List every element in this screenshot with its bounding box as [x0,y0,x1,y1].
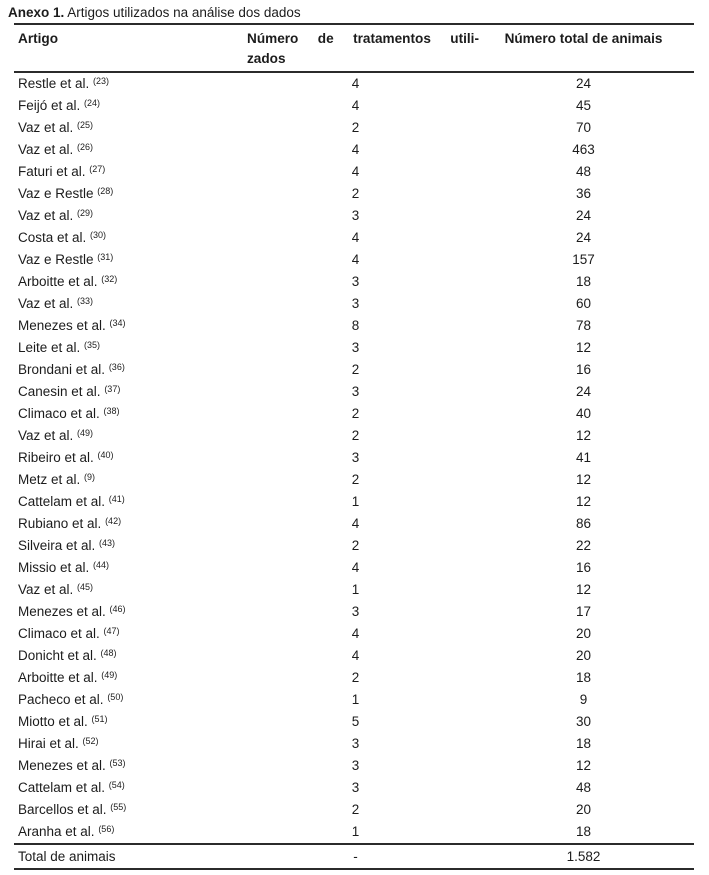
cell-artigo [14,293,246,315]
cell-animais: 9 [579,692,588,707]
cell-tratamentos: 3 [351,758,360,773]
artigo-name: Costa et al. [18,230,91,245]
table-row [14,777,694,799]
table-row [14,95,694,117]
cell-animais: 70 [575,120,592,135]
cell-animais: 12 [575,494,592,509]
cell-animais: 24 [575,230,592,245]
cell-tratamentos: 4 [351,516,360,531]
cell-animais: 24 [575,76,592,91]
cell-tratamentos: 3 [351,340,360,355]
table-row [14,623,694,645]
total-row [14,844,694,869]
cell-tratamentos: 3 [351,274,360,289]
artigo-reference-superscript: (50) [107,692,124,702]
artigo-name: Vaz et al. [18,120,78,135]
artigo-name: Vaz et al. [18,296,78,311]
caption-text: Artigos utilizados na análise dos dados [64,5,301,20]
header-tratamentos [246,24,480,72]
artigo-name: Rubiano et al. [18,516,106,531]
cell-tratamentos: 3 [351,450,360,465]
table-row [14,491,694,513]
cell-tratamentos: 2 [351,186,360,201]
cell-tratamentos: 2 [351,802,360,817]
cell-artigo [14,711,246,733]
artigo-reference-superscript: (33) [77,296,94,306]
cell-artigo [14,359,246,381]
artigo-reference-superscript: (56) [98,824,115,834]
table-row [14,139,694,161]
table-row [14,403,694,425]
artigo-reference-superscript: (24) [84,98,101,108]
artigo-reference-superscript: (51) [91,714,108,724]
cell-animais: 12 [575,428,592,443]
cell-tratamentos: 4 [351,230,360,245]
cell-animais: 17 [575,604,592,619]
table-body [14,72,694,844]
table-row [14,205,694,227]
total-tratamentos: - [246,844,480,869]
table-row [14,315,694,337]
cell-artigo [14,755,246,777]
artigo-name: Leite et al. [18,340,85,355]
header-tratamentos-line1: Número de tratamentos utili- [247,31,479,46]
table-row [14,183,694,205]
artigo-name: Miotto et al. [18,714,92,729]
cell-animais: 20 [575,626,592,641]
cell-animais: 12 [575,472,592,487]
table-row [14,799,694,821]
artigo-reference-superscript: (40) [97,450,114,460]
artigo-name: Feijó et al. [18,98,85,113]
header-row [14,24,694,72]
cell-animais: 45 [575,98,592,113]
cell-animais: 24 [575,384,592,399]
artigo-reference-superscript: (29) [77,208,94,218]
artigo-reference-superscript: (37) [104,384,121,394]
artigo-reference-superscript: (48) [100,648,117,658]
artigo-name: Donicht et al. [18,648,101,663]
table-row [14,469,694,491]
cell-animais: 41 [575,450,592,465]
cell-animais: 40 [575,406,592,421]
cell-artigo [14,139,246,161]
table-row [14,557,694,579]
cell-tratamentos: 4 [351,142,360,157]
table-row [14,755,694,777]
cell-artigo [14,623,246,645]
cell-artigo [14,271,246,293]
cell-animais: 18 [575,824,592,839]
cell-artigo [14,403,246,425]
cell-animais: 12 [575,340,592,355]
cell-tratamentos: 2 [351,120,360,135]
cell-artigo [14,645,246,667]
artigo-reference-superscript: (25) [77,120,94,130]
artigo-name: Brondani et al. [18,362,109,377]
cell-artigo [14,425,246,447]
cell-artigo [14,535,246,557]
caption-label: Anexo 1. [8,5,65,20]
artigo-name: Vaz et al. [18,428,78,443]
cell-animais: 18 [575,670,592,685]
cell-animais: 20 [575,802,592,817]
cell-artigo [14,821,246,844]
table-row [14,535,694,557]
artigo-reference-superscript: (46) [109,604,126,614]
cell-tratamentos: 2 [351,670,360,685]
artigo-name: Menezes et al. [18,604,110,619]
cell-artigo [14,95,246,117]
total-label: Total de animais [14,844,246,869]
cell-artigo [14,733,246,755]
cell-tratamentos: 2 [351,362,360,377]
table-row [14,381,694,403]
cell-animais: 86 [575,516,592,531]
cell-animais: 36 [575,186,592,201]
artigo-reference-superscript: (36) [108,362,125,372]
artigo-name: Vaz et al. [18,142,78,157]
artigo-reference-superscript: (38) [103,406,120,416]
artigo-reference-superscript: (27) [89,164,106,174]
cell-tratamentos: 4 [351,98,360,113]
artigo-reference-superscript: (31) [97,252,114,262]
artigo-name: Menezes et al. [18,318,110,333]
cell-tratamentos: 3 [351,736,360,751]
cell-artigo [14,381,246,403]
table-row [14,513,694,535]
cell-artigo [14,117,246,139]
cell-artigo [14,689,246,711]
cell-artigo [14,447,246,469]
artigo-name: Silveira et al. [18,538,100,553]
artigo-name: Aranha et al. [18,824,99,839]
cell-tratamentos: 4 [351,76,360,91]
cell-animais: 16 [575,560,592,575]
artigo-name: Climaco et al. [18,626,104,641]
cell-animais: 60 [575,296,592,311]
table-row [14,227,694,249]
artigo-reference-superscript: (35) [84,340,101,350]
cell-artigo [14,227,246,249]
cell-animais: 24 [575,208,592,223]
artigo-name: Ribeiro et al. [18,450,98,465]
cell-animais: 48 [575,164,592,179]
cell-artigo [14,513,246,535]
artigo-name: Restle et al. [18,76,94,91]
artigo-reference-superscript: (23) [93,76,110,86]
cell-artigo [14,315,246,337]
table-row [14,447,694,469]
cell-tratamentos: 8 [351,318,360,333]
cell-tratamentos: 4 [351,626,360,641]
cell-tratamentos: 1 [351,824,360,839]
artigo-reference-superscript: (52) [82,736,99,746]
artigo-name: Arboitte et al. [18,670,102,685]
cell-artigo [14,337,246,359]
articles-table [14,23,694,870]
table-row [14,689,694,711]
artigo-name: Cattelam et al. [18,494,109,509]
cell-artigo [14,579,246,601]
artigo-reference-superscript: (53) [109,758,126,768]
artigo-name: Metz et al. [18,472,85,487]
table-row [14,161,694,183]
header-animais: Número total de animais [480,24,694,72]
artigo-name: Hirai et al. [18,736,83,751]
artigo-name: Climaco et al. [18,406,104,421]
cell-tratamentos: 2 [351,538,360,553]
cell-artigo [14,249,246,271]
cell-tratamentos: 3 [351,604,360,619]
artigo-reference-superscript: (26) [77,142,94,152]
artigo-name: Vaz et al. [18,208,78,223]
artigo-name: Vaz e Restle [18,252,98,267]
table-row [14,359,694,381]
cell-tratamentos: 3 [351,384,360,399]
artigo-name: Canesin et al. [18,384,105,399]
cell-animais: 18 [575,736,592,751]
cell-animais: 22 [575,538,592,553]
artigo-reference-superscript: (45) [77,582,94,592]
cell-tratamentos: 2 [351,428,360,443]
table-row [14,293,694,315]
cell-animais: 12 [575,758,592,773]
header-tratamentos-line2: zados [247,51,286,66]
cell-tratamentos: 1 [351,494,360,509]
artigo-name: Barcellos et al. [18,802,111,817]
cell-tratamentos: 1 [351,692,360,707]
artigo-reference-superscript: (9) [84,472,96,482]
table-row [14,117,694,139]
artigo-name: Vaz et al. [18,582,78,597]
artigo-reference-superscript: (54) [108,780,125,790]
table-row [14,337,694,359]
cell-artigo [14,799,246,821]
cell-tratamentos: 3 [351,296,360,311]
table-row [14,579,694,601]
artigo-name: Arboitte et al. [18,274,102,289]
table-row [14,425,694,447]
artigo-name: Cattelam et al. [18,780,109,795]
cell-tratamentos: 3 [351,208,360,223]
artigo-reference-superscript: (28) [97,186,114,196]
cell-animais: 463 [572,142,595,157]
cell-tratamentos: 3 [351,780,360,795]
cell-animais: 12 [575,582,592,597]
cell-animais: 157 [572,252,595,267]
cell-tratamentos: 4 [351,164,360,179]
table-footer [14,844,694,869]
artigo-reference-superscript: (49) [77,428,94,438]
artigo-name: Missio et al. [18,560,94,575]
artigo-reference-superscript: (47) [103,626,120,636]
cell-artigo [14,491,246,513]
cell-artigo [14,183,246,205]
cell-artigo [14,161,246,183]
cell-artigo [14,667,246,689]
table-row [14,72,694,95]
cell-artigo [14,601,246,623]
table-caption [8,4,709,21]
artigo-name: Menezes et al. [18,758,110,773]
header-artigo: Artigo [14,24,246,72]
table-row [14,821,694,844]
artigo-reference-superscript: (32) [101,274,118,284]
table-row [14,645,694,667]
artigo-reference-superscript: (55) [110,802,127,812]
cell-tratamentos: 1 [351,582,360,597]
cell-artigo [14,72,246,95]
table-row [14,667,694,689]
cell-tratamentos: 4 [351,648,360,663]
cell-animais: 20 [575,648,592,663]
table-row [14,711,694,733]
cell-artigo [14,469,246,491]
artigo-reference-superscript: (42) [105,516,122,526]
cell-artigo [14,557,246,579]
artigo-reference-superscript: (43) [99,538,116,548]
cell-tratamentos: 2 [351,406,360,421]
table-row [14,733,694,755]
table-row [14,271,694,293]
cell-tratamentos: 4 [351,560,360,575]
artigo-reference-superscript: (44) [93,560,110,570]
artigo-name: Faturi et al. [18,164,90,179]
total-animais: 1.582 [480,844,694,869]
cell-tratamentos: 4 [351,252,360,267]
table-row [14,249,694,271]
artigo-name: Vaz e Restle [18,186,98,201]
cell-tratamentos: 5 [351,714,360,729]
artigo-reference-superscript: (34) [109,318,126,328]
artigo-reference-superscript: (41) [108,494,125,504]
cell-animais: 78 [575,318,592,333]
cell-artigo [14,777,246,799]
cell-tratamentos: 2 [351,472,360,487]
cell-animais: 16 [575,362,592,377]
artigo-reference-superscript: (49) [101,670,118,680]
artigo-reference-superscript: (30) [90,230,107,240]
table-row [14,601,694,623]
cell-artigo [14,205,246,227]
cell-animais: 18 [575,274,592,289]
table-header [14,24,694,72]
cell-animais: 30 [575,714,592,729]
cell-animais: 48 [575,780,592,795]
artigo-name: Pacheco et al. [18,692,108,707]
